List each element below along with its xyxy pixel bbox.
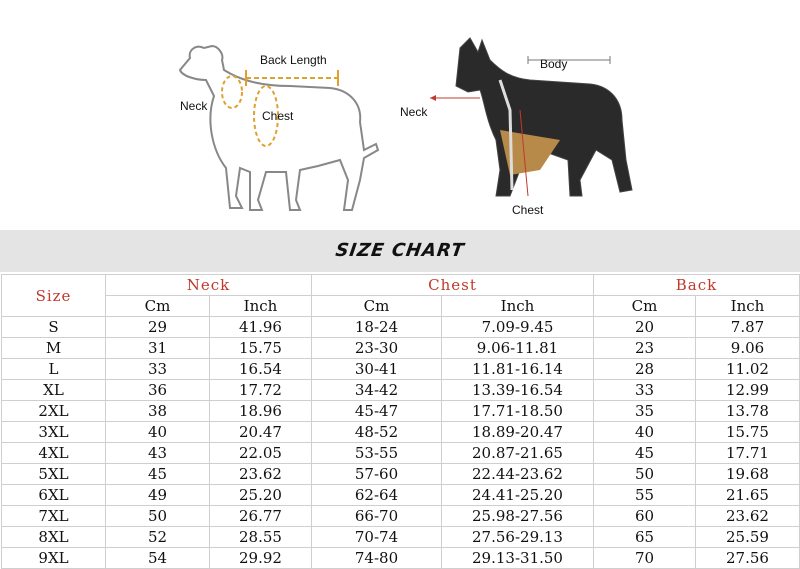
table-cell: 43 bbox=[106, 443, 210, 464]
unit-header: Inch bbox=[442, 296, 594, 317]
table-cell: 20.47 bbox=[210, 422, 312, 443]
table-cell: 19.68 bbox=[696, 464, 800, 485]
table-row bbox=[2, 527, 800, 548]
table-cell: 21.65 bbox=[696, 485, 800, 506]
table-cell: 23.62 bbox=[210, 464, 312, 485]
table-cell: 55 bbox=[594, 485, 696, 506]
table-cell: 40 bbox=[106, 422, 210, 443]
table-cell: 28 bbox=[594, 359, 696, 380]
table-cell: 7.09-9.45 bbox=[442, 317, 594, 338]
size-header: Size bbox=[2, 275, 106, 317]
table-row bbox=[2, 401, 800, 422]
table-cell: 25.59 bbox=[696, 527, 800, 548]
unit-header: Inch bbox=[696, 296, 800, 317]
unit-header: Cm bbox=[312, 296, 442, 317]
header-row-groups bbox=[2, 275, 800, 296]
table-cell: 18-24 bbox=[312, 317, 442, 338]
table-cell: 38 bbox=[106, 401, 210, 422]
table-cell: 16.54 bbox=[210, 359, 312, 380]
size-cell: S bbox=[2, 317, 106, 338]
table-row bbox=[2, 422, 800, 443]
table-cell: 23-30 bbox=[312, 338, 442, 359]
table-cell: 7.87 bbox=[696, 317, 800, 338]
size-cell: 5XL bbox=[2, 464, 106, 485]
size-cell: L bbox=[2, 359, 106, 380]
table-cell: 49 bbox=[106, 485, 210, 506]
size-cell: 2XL bbox=[2, 401, 106, 422]
table-cell: 52 bbox=[106, 527, 210, 548]
table-cell: 9.06-11.81 bbox=[442, 338, 594, 359]
table-cell: 9.06 bbox=[696, 338, 800, 359]
size-chart-table bbox=[1, 274, 800, 569]
label-neck-right: Neck bbox=[400, 105, 428, 119]
chest-header: Chest bbox=[312, 275, 594, 296]
dog-outline-diagram bbox=[0, 0, 400, 230]
table-cell: 27.56-29.13 bbox=[442, 527, 594, 548]
table-cell: 34-42 bbox=[312, 380, 442, 401]
label-back-length: Back Length bbox=[260, 53, 327, 67]
table-cell: 31 bbox=[106, 338, 210, 359]
table-cell: 53-55 bbox=[312, 443, 442, 464]
table-cell: 45 bbox=[106, 464, 210, 485]
table-cell: 65 bbox=[594, 527, 696, 548]
table-cell: 70-74 bbox=[312, 527, 442, 548]
table-cell: 13.78 bbox=[696, 401, 800, 422]
table-cell: 30-41 bbox=[312, 359, 442, 380]
table-cell: 62-64 bbox=[312, 485, 442, 506]
table-cell: 29.13-31.50 bbox=[442, 548, 594, 569]
table-cell: 33 bbox=[106, 359, 210, 380]
table-cell: 17.71-18.50 bbox=[442, 401, 594, 422]
size-cell: 6XL bbox=[2, 485, 106, 506]
label-chest: Chest bbox=[262, 109, 294, 123]
table-cell: 11.81-16.14 bbox=[442, 359, 594, 380]
size-cell: 9XL bbox=[2, 548, 106, 569]
size-cell: 4XL bbox=[2, 443, 106, 464]
table-cell: 13.39-16.54 bbox=[442, 380, 594, 401]
table-cell: 54 bbox=[106, 548, 210, 569]
table-cell: 28.55 bbox=[210, 527, 312, 548]
table-cell: 74-80 bbox=[312, 548, 442, 569]
size-chart-banner bbox=[0, 230, 800, 272]
table-cell: 57-60 bbox=[312, 464, 442, 485]
table-cell: 25.20 bbox=[210, 485, 312, 506]
table-row bbox=[2, 548, 800, 569]
table-row bbox=[2, 338, 800, 359]
table-cell: 33 bbox=[594, 380, 696, 401]
label-neck: Neck bbox=[180, 99, 208, 113]
table-cell: 25.98-27.56 bbox=[442, 506, 594, 527]
table-cell: 29 bbox=[106, 317, 210, 338]
size-cell: 7XL bbox=[2, 506, 106, 527]
table-row bbox=[2, 317, 800, 338]
table-cell: 17.71 bbox=[696, 443, 800, 464]
neck-loop bbox=[222, 76, 242, 108]
table-cell: 20.87-21.65 bbox=[442, 443, 594, 464]
table-cell: 15.75 bbox=[696, 422, 800, 443]
table-cell: 22.05 bbox=[210, 443, 312, 464]
table-cell: 45-47 bbox=[312, 401, 442, 422]
table-cell: 23 bbox=[594, 338, 696, 359]
table-cell: 26.77 bbox=[210, 506, 312, 527]
label-body: Body bbox=[540, 57, 568, 71]
back-header: Back bbox=[594, 275, 800, 296]
table-cell: 17.72 bbox=[210, 380, 312, 401]
table-cell: 60 bbox=[594, 506, 696, 527]
table-cell: 41.96 bbox=[210, 317, 312, 338]
table-row bbox=[2, 359, 800, 380]
table-row bbox=[2, 485, 800, 506]
table-cell: 66-70 bbox=[312, 506, 442, 527]
size-cell: XL bbox=[2, 380, 106, 401]
size-cell: M bbox=[2, 338, 106, 359]
neck-header: Neck bbox=[106, 275, 312, 296]
size-cell: 8XL bbox=[2, 527, 106, 548]
table-cell: 45 bbox=[594, 443, 696, 464]
illustration-area bbox=[0, 0, 800, 230]
table-cell: 18.89-20.47 bbox=[442, 422, 594, 443]
unit-header: Cm bbox=[594, 296, 696, 317]
dog-photo-diagram bbox=[400, 0, 800, 230]
size-cell: 3XL bbox=[2, 422, 106, 443]
table-row bbox=[2, 443, 800, 464]
table-cell: 24.41-25.20 bbox=[442, 485, 594, 506]
table-cell: 18.96 bbox=[210, 401, 312, 422]
label-chest-right: Chest bbox=[512, 203, 544, 217]
banner-title: SIZE CHART bbox=[334, 240, 466, 261]
table-row bbox=[2, 464, 800, 485]
table-cell: 50 bbox=[106, 506, 210, 527]
table-cell: 12.99 bbox=[696, 380, 800, 401]
table-cell: 22.44-23.62 bbox=[442, 464, 594, 485]
table-cell: 27.56 bbox=[696, 548, 800, 569]
table-cell: 29.92 bbox=[210, 548, 312, 569]
table-cell: 11.02 bbox=[696, 359, 800, 380]
table-cell: 48-52 bbox=[312, 422, 442, 443]
unit-header: Cm bbox=[106, 296, 210, 317]
table-row bbox=[2, 506, 800, 527]
dog-outline bbox=[180, 46, 378, 210]
table-cell: 35 bbox=[594, 401, 696, 422]
header-row-units bbox=[2, 296, 800, 317]
table-cell: 50 bbox=[594, 464, 696, 485]
table-cell: 20 bbox=[594, 317, 696, 338]
table-cell: 23.62 bbox=[696, 506, 800, 527]
unit-header: Inch bbox=[210, 296, 312, 317]
table-cell: 70 bbox=[594, 548, 696, 569]
table-row bbox=[2, 380, 800, 401]
table-cell: 40 bbox=[594, 422, 696, 443]
table-cell: 36 bbox=[106, 380, 210, 401]
table-cell: 15.75 bbox=[210, 338, 312, 359]
